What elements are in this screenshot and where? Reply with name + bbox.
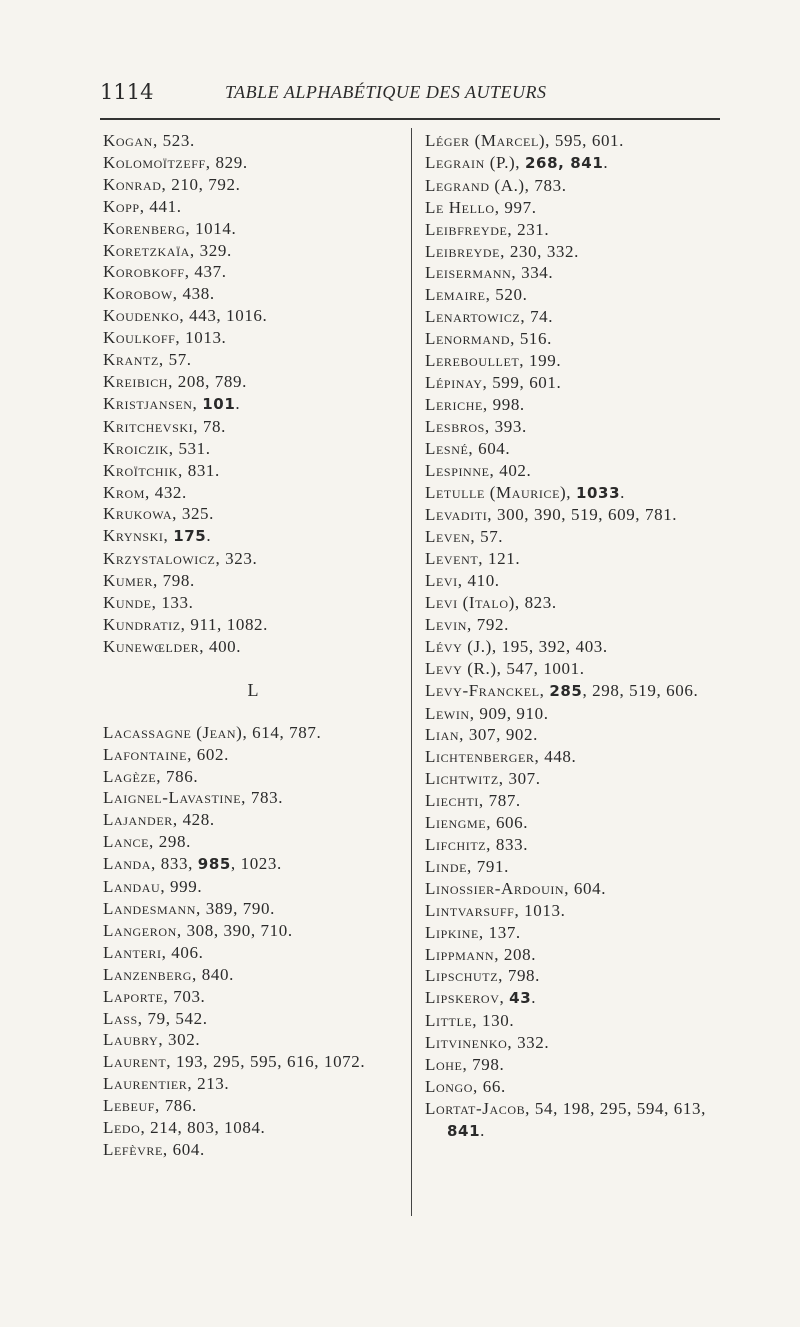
index-entry xyxy=(103,174,403,196)
author-name: Levy-Franckel, xyxy=(425,680,545,700)
page-refs: 57. xyxy=(480,527,504,547)
author-name: Linossier-Ardouin, xyxy=(425,878,570,898)
author-name: Leven, xyxy=(425,527,476,547)
author-name: Kolomoïtzeff, xyxy=(103,152,211,172)
index-entry xyxy=(425,262,725,284)
author-name: Langeron, xyxy=(103,920,182,940)
page-refs: 833, xyxy=(160,854,193,874)
author-name: Landa, xyxy=(103,854,156,874)
index-entry xyxy=(425,438,725,460)
index-entry xyxy=(425,878,725,900)
left-column xyxy=(103,130,403,1161)
page-refs: 121. xyxy=(488,549,521,569)
bold-page-ref: 43 xyxy=(509,989,532,1008)
index-entry xyxy=(103,218,403,240)
index-entry xyxy=(425,219,725,241)
author-name: Lian, xyxy=(425,725,464,745)
bold-page-ref: 175 xyxy=(173,527,207,546)
entries-k xyxy=(103,130,403,658)
index-entry xyxy=(103,787,403,809)
right-column xyxy=(425,130,725,1143)
page-refs-after: . xyxy=(603,152,609,172)
index-entry xyxy=(103,548,403,570)
page-refs: 308, 390, 710. xyxy=(186,920,293,940)
author-name: Laporte, xyxy=(103,986,169,1006)
index-entry xyxy=(103,152,403,174)
page-number: 1114 xyxy=(100,80,154,104)
index-entry xyxy=(425,636,725,658)
index-entry xyxy=(103,130,403,152)
author-name: Kunewœlder, xyxy=(103,636,205,656)
page-refs: 195, 392, 403. xyxy=(501,636,608,656)
index-entry xyxy=(425,306,725,328)
page-refs: 432. xyxy=(154,482,187,502)
author-name: Koretzkaïa, xyxy=(103,240,195,260)
page-refs: 199. xyxy=(529,351,562,371)
author-name: Lichtwitz, xyxy=(425,769,504,789)
author-name: Lefèvre, xyxy=(103,1139,168,1159)
author-name: Lanteri, xyxy=(103,942,167,962)
page-refs: 614, 787. xyxy=(252,722,322,742)
index-entry xyxy=(425,746,725,768)
page-refs: 307. xyxy=(508,769,541,789)
index-entry xyxy=(103,1095,403,1117)
page-refs: 66. xyxy=(482,1076,506,1096)
author-name: Lipkine, xyxy=(425,922,484,942)
author-name: Lespinne, xyxy=(425,460,495,480)
index-entry xyxy=(103,460,403,482)
page-refs: 798. xyxy=(507,966,540,986)
page-refs: 786. xyxy=(164,1096,197,1116)
index-entry xyxy=(425,856,725,878)
index-entry xyxy=(425,241,725,263)
index-entry xyxy=(425,900,725,922)
index-entry xyxy=(103,809,403,831)
author-name: Leibfreyde, xyxy=(425,219,513,239)
page-refs: 332. xyxy=(517,1033,550,1053)
author-name: Kundratiz, xyxy=(103,614,186,634)
index-entry xyxy=(103,1029,403,1051)
index-entry xyxy=(425,812,725,834)
index-entry xyxy=(425,1076,725,1098)
page-refs-after: . xyxy=(531,988,537,1008)
author-name: Kristjansen, xyxy=(103,393,198,413)
page-refs: 1013. xyxy=(524,900,566,920)
index-entry xyxy=(425,416,725,438)
page-refs: 911, 1082. xyxy=(190,614,269,634)
index-entry xyxy=(103,196,403,218)
author-name: Linde, xyxy=(425,856,472,876)
page-refs: 54, 198, 295, 594, 613, xyxy=(534,1098,706,1118)
author-name: Konrad, xyxy=(103,174,167,194)
page-refs: 410. xyxy=(467,571,500,591)
page-refs-after: . xyxy=(480,1120,485,1140)
author-name: Lenormand, xyxy=(425,329,515,349)
page-refs: 57. xyxy=(168,350,192,370)
index-entry xyxy=(425,130,725,152)
page-refs: 999. xyxy=(170,877,203,897)
index-entry xyxy=(425,1032,725,1054)
author-name: Kroïtchik, xyxy=(103,460,183,480)
author-name: Laignel-Lavastine, xyxy=(103,788,247,808)
index-entry xyxy=(103,592,403,614)
author-name: Litvinenko, xyxy=(425,1033,513,1053)
author-name: Levi (Italo), xyxy=(425,593,520,613)
author-name: Lenartowicz, xyxy=(425,307,526,327)
page-refs: 130. xyxy=(482,1011,515,1031)
page-refs-after: , 298, 519, 606. xyxy=(582,680,699,700)
author-name: Lépinay, xyxy=(425,372,488,392)
author-name: Lifchitz, xyxy=(425,835,492,854)
index-entry xyxy=(425,1054,725,1076)
index-entry xyxy=(103,614,403,636)
header-rule xyxy=(100,118,720,120)
author-name: Lemaire, xyxy=(425,285,491,305)
author-name: Lebeuf, xyxy=(103,1096,160,1116)
index-entry xyxy=(103,393,403,416)
page-refs-after: . xyxy=(235,393,241,413)
page-refs: 428. xyxy=(182,810,215,830)
author-name: Liengme, xyxy=(425,813,492,833)
page-refs: 997. xyxy=(504,197,537,217)
index-entry xyxy=(103,482,403,504)
author-name: Lagèze, xyxy=(103,766,162,786)
author-name: Lévy (J.), xyxy=(425,636,497,656)
author-name: Korenberg, xyxy=(103,218,191,238)
author-name: Lajander, xyxy=(103,810,178,830)
index-entry xyxy=(425,526,725,548)
page-refs: 406. xyxy=(171,942,204,962)
index-entry xyxy=(425,768,725,790)
author-name: Levaditi, xyxy=(425,505,493,525)
page-refs: 909, 910. xyxy=(479,703,549,723)
page-refs: 1014. xyxy=(195,218,237,238)
bold-page-ref: 101 xyxy=(202,394,236,413)
author-name: Krom, xyxy=(103,482,150,502)
index-entry xyxy=(103,1117,403,1139)
page-refs: 787. xyxy=(488,791,521,811)
author-name: Little, xyxy=(425,1011,478,1031)
author-name: Lance, xyxy=(103,832,154,852)
bold-page-ref: 268, 841 xyxy=(525,153,604,172)
index-entry xyxy=(103,831,403,853)
index-entry xyxy=(103,898,403,920)
author-name: Letulle (Maurice), xyxy=(425,482,572,502)
index-entry xyxy=(425,965,725,987)
page-refs: 604. xyxy=(573,878,607,898)
index-entry xyxy=(103,327,403,349)
page-refs: 1013. xyxy=(185,328,227,348)
index-entry xyxy=(425,372,725,394)
author-name: Kunde, xyxy=(103,593,157,613)
author-name: Lichtenberger, xyxy=(425,747,540,767)
bold-page-ref: 985 xyxy=(197,855,231,874)
index-entry xyxy=(103,371,403,393)
page-refs: 523. xyxy=(162,131,195,150)
index-entry xyxy=(103,1008,403,1030)
page-refs: 193, 295, 595, 616, 1072. xyxy=(175,1052,366,1072)
author-name: Koudenko, xyxy=(103,306,185,326)
page-refs: 599, 601. xyxy=(492,372,562,392)
page-refs: 998. xyxy=(492,394,525,414)
index-entry xyxy=(103,986,403,1008)
author-name: Laurentier, xyxy=(103,1074,193,1094)
author-name: Le Hello, xyxy=(425,197,500,217)
index-entry xyxy=(425,1010,725,1032)
author-name: Lass, xyxy=(103,1008,143,1028)
author-name: Lesné, xyxy=(425,438,474,458)
author-name: Kroiczik, xyxy=(103,438,174,458)
page-refs: 443, 1016. xyxy=(189,306,268,326)
page-refs: 329. xyxy=(199,240,232,260)
index-entry xyxy=(103,942,403,964)
bold-page-ref: 841 xyxy=(447,1121,481,1140)
page-refs: 437. xyxy=(194,262,227,282)
index-entry xyxy=(425,284,725,306)
author-name: Lanzenberg, xyxy=(103,964,197,984)
page-refs: 602. xyxy=(196,744,229,764)
page-refs: 78. xyxy=(202,416,226,436)
author-name: Landau, xyxy=(103,877,166,897)
author-name: Landesmann, xyxy=(103,899,201,918)
column-divider xyxy=(411,128,412,1216)
index-entry xyxy=(425,922,725,944)
author-name: Lipschutz, xyxy=(425,966,503,986)
index-entry xyxy=(103,920,403,942)
author-name: Krzystalowicz, xyxy=(103,549,221,569)
author-name: Laurent, xyxy=(103,1052,172,1072)
page-refs: 606. xyxy=(495,813,529,833)
page-refs: 302. xyxy=(168,1030,201,1050)
index-entry xyxy=(425,394,725,416)
index-entry xyxy=(425,592,725,614)
page-refs: 133. xyxy=(161,593,194,613)
index-entry xyxy=(425,328,725,350)
author-name: Kopp, xyxy=(103,196,145,216)
page-refs: 604. xyxy=(172,1139,205,1159)
index-entry xyxy=(425,614,725,636)
index-entry xyxy=(103,1073,403,1095)
author-name: Léger (Marcel), xyxy=(425,131,550,150)
page-refs-after: , 1023. xyxy=(230,854,282,874)
page-refs: 389, 790. xyxy=(205,899,275,918)
index-entry xyxy=(103,305,403,327)
author-name: Lohe, xyxy=(425,1055,468,1075)
index-entry xyxy=(103,503,403,525)
page-refs: 783. xyxy=(250,788,284,808)
index-entry xyxy=(103,240,403,262)
index-entry xyxy=(103,766,403,788)
index-entry xyxy=(103,722,403,744)
page-refs: 230, 332. xyxy=(509,241,579,261)
page-refs: 208, 789. xyxy=(177,371,247,391)
author-name: Levent, xyxy=(425,549,484,569)
page-refs: 214, 803, 1084. xyxy=(150,1118,266,1138)
page-refs: 833. xyxy=(495,835,529,854)
author-name: Lacassagne (Jean), xyxy=(103,722,248,742)
index-entry xyxy=(425,570,725,592)
index-entry xyxy=(103,853,403,876)
page-refs: 703. xyxy=(173,986,206,1006)
page-refs: 231. xyxy=(517,219,550,239)
index-entry xyxy=(103,261,403,283)
page-refs-after: . xyxy=(206,526,212,546)
author-name: Longo, xyxy=(425,1076,478,1096)
author-name: Kritchevski, xyxy=(103,416,199,436)
index-entry xyxy=(103,283,403,305)
entries-l-continued xyxy=(425,130,725,1143)
author-name: Lippmann, xyxy=(425,944,500,964)
index-entry xyxy=(103,744,403,766)
index-entry xyxy=(425,987,725,1010)
index-entry xyxy=(425,175,725,197)
page-refs: 840. xyxy=(201,964,234,984)
index-entry xyxy=(103,349,403,371)
author-name: Lafontaine, xyxy=(103,744,192,764)
index-entry xyxy=(425,504,725,526)
page-refs: 547, 1001. xyxy=(506,658,585,678)
index-entry xyxy=(425,460,725,482)
author-name: Levy (R.), xyxy=(425,658,502,678)
index-entry xyxy=(103,438,403,460)
page-refs: 323. xyxy=(225,549,258,569)
page-refs: 300, 390, 519, 609, 781. xyxy=(497,505,678,525)
author-name: Leriche, xyxy=(425,394,488,414)
author-name: Ledo, xyxy=(103,1118,146,1138)
page-refs: 400. xyxy=(208,636,242,656)
index-entry xyxy=(425,680,725,703)
page-refs: 531. xyxy=(178,438,211,458)
author-name: Lereboullet, xyxy=(425,351,525,371)
page-refs: 402. xyxy=(499,460,532,480)
author-name: Lesbros, xyxy=(425,416,490,436)
page-refs: 829. xyxy=(215,152,248,172)
page-refs: 604. xyxy=(478,438,511,458)
index-entry xyxy=(103,570,403,592)
author-name: Leibreyde, xyxy=(425,241,505,261)
index-entry xyxy=(425,790,725,812)
page-refs: 520. xyxy=(495,285,528,305)
author-name: Koulkoff, xyxy=(103,328,181,348)
index-entry xyxy=(425,197,725,219)
index-entry xyxy=(103,964,403,986)
page-refs: 791. xyxy=(476,856,509,876)
index-entry xyxy=(425,834,725,856)
author-name: Levin, xyxy=(425,614,472,634)
page-refs-after: . xyxy=(620,482,625,502)
page-refs: 823. xyxy=(524,593,557,613)
index-entry xyxy=(425,944,725,966)
page-refs: 516. xyxy=(519,329,552,349)
entries-l xyxy=(103,722,403,1161)
index-entry xyxy=(103,525,403,548)
page-refs: 298. xyxy=(158,832,191,852)
author-name: Laubry, xyxy=(103,1030,164,1050)
index-entry xyxy=(103,876,403,898)
index-entry xyxy=(425,1098,725,1143)
author-name: Kogan, xyxy=(103,131,158,150)
author-name: Leisermann, xyxy=(425,263,517,283)
author-name: Lipskerov, xyxy=(425,988,505,1008)
page-refs: 74. xyxy=(530,307,554,327)
page-refs: 798. xyxy=(162,571,195,591)
author-name: Krynski, xyxy=(103,526,169,546)
index-entry xyxy=(425,152,725,175)
author-name: Korobkoff, xyxy=(103,262,190,282)
bold-page-ref: 285 xyxy=(549,681,583,700)
index-entry xyxy=(425,350,725,372)
author-name: Liechti, xyxy=(425,791,484,811)
page-refs: 448. xyxy=(544,747,577,767)
index-entry xyxy=(425,482,725,505)
index-entry xyxy=(103,636,403,658)
page-refs: 831. xyxy=(187,460,220,480)
page-refs: 307, 902. xyxy=(468,725,538,745)
index-entry xyxy=(425,658,725,680)
author-name: Levi, xyxy=(425,571,463,591)
index-entry xyxy=(103,1139,403,1161)
index-entry xyxy=(103,416,403,438)
page-refs: 792. xyxy=(476,614,509,634)
author-name: Krukowa, xyxy=(103,504,177,524)
author-name: Legrain (P.), xyxy=(425,152,521,172)
page-refs: 210, 792. xyxy=(171,174,241,194)
page-refs: 783. xyxy=(534,175,567,195)
page-refs: 393. xyxy=(494,416,527,436)
author-name: Korobow, xyxy=(103,284,178,304)
page-refs: 79, 542. xyxy=(147,1008,208,1028)
section-letter: L xyxy=(247,679,259,700)
page-refs: 213. xyxy=(197,1074,230,1094)
page-refs: 208. xyxy=(503,944,537,964)
page-refs: 441. xyxy=(149,196,182,216)
author-name: Lintvarsuff, xyxy=(425,900,520,920)
page-refs: 325. xyxy=(181,504,215,524)
page-refs: 137. xyxy=(488,922,521,942)
running-header xyxy=(100,80,720,110)
page-refs: 595, 601. xyxy=(554,131,625,150)
author-name: Kreibich, xyxy=(103,371,173,391)
author-name: Lortat-Jacob, xyxy=(425,1098,531,1118)
index-entry xyxy=(425,548,725,570)
page-refs: 438. xyxy=(182,284,215,304)
author-name: Lewin, xyxy=(425,703,475,723)
author-name: Legrand (A.), xyxy=(425,175,530,195)
index-entry xyxy=(103,1051,403,1073)
bold-page-ref: 1033 xyxy=(575,483,621,502)
page-refs: 798. xyxy=(472,1055,505,1075)
page-refs: 334. xyxy=(521,263,554,283)
index-entry xyxy=(425,724,725,746)
author-name: Krantz, xyxy=(103,350,164,370)
author-name: Kumer, xyxy=(103,571,158,591)
index-entry xyxy=(425,703,725,725)
page-title: TABLE ALPHABÉTIQUE DES AUTEURS xyxy=(225,82,547,102)
page-refs: 786. xyxy=(166,766,199,786)
